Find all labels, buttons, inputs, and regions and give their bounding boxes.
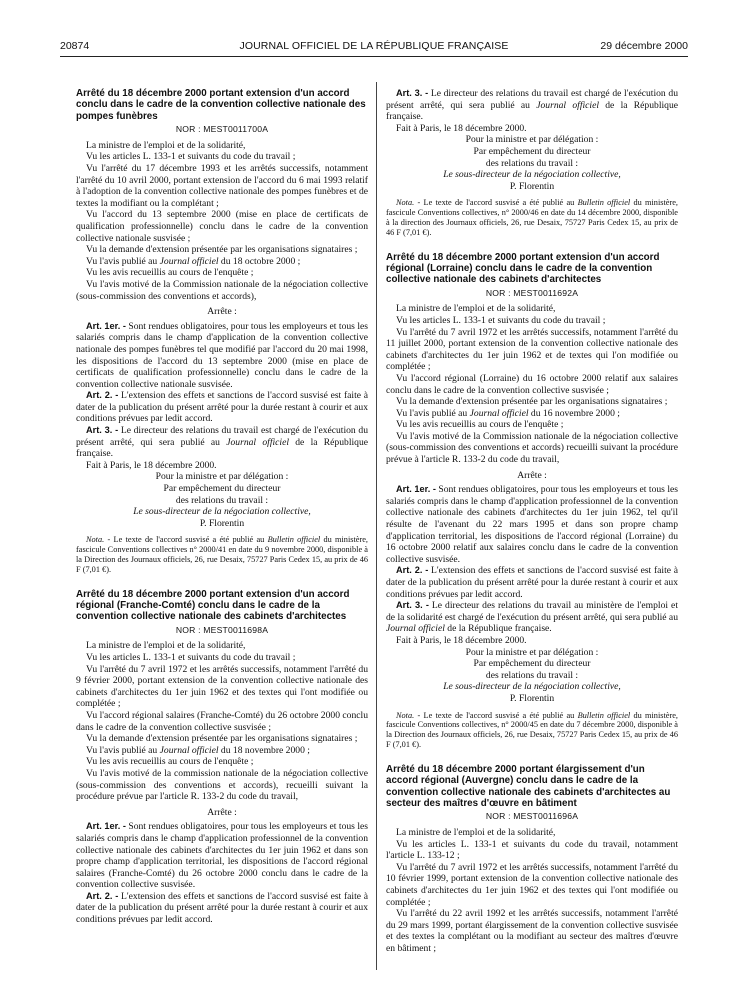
paragraph: Vu l'arrêté du 7 avril 1972 et les arrêtés successifs, notamment l'arrêté du 10 février 1999, portant extension de la convention collective nationale des cabinets d'architectes du 1er juin 1962 et des textes qui l'ont modifiée ou complétée ; [386,861,678,908]
article-1: Art. 1er. - Sont rendues obligatoires, pour tous les employeurs et tous les salariés compris dans le champ d'application de la convention collective nationale des pompes funèbres tel que modifié par l'accord du 20 mai 1998, les dispositions de l'accord du 13 septembre 2000 (mise en place de certificats de qualification professionnelle) conclu dans le cadre de la convention collective nationale susvisée. [76,320,369,390]
nor-reference: NOR : MEST0011698A [175,624,269,635]
article-2: Art. 2. - L'extension des effets et sanctions de l'accord susvisé est faite à dater de la publication du présent arrêté pour la durée restant à courir et aux conditions prévues par ledit accord. [76,890,368,926]
signatory-name: P. Florentin [509,180,555,192]
paragraph: Vu les avis recueillis au cours de l'enquête ; [396,419,564,431]
nor-reference: NOR : MEST0011692A [485,287,579,298]
signature-line: des relations du travail : [485,157,579,169]
article-1: Art. 1er. - Sont rendues obligatoires, pour tous les employeurs et tous les salariés compris dans le champ d'application professionnel de la convention collective nationale des cabinets d'architectes du 1er juin 1962, tel qu'il résulte de l'avenant du 22 mars 1995 et dans son propre champ d'application territorial, les dispositions de l'accord régional (Lorraine) du 16 octobre 2000 relatif aux salaires conclu dans le cadre de la convention collective susvisée. [386,484,679,565]
paragraph: Vu l'avis publié au Journal officiel du 18 novembre 2000 ; [86,744,310,756]
decree-pompes-funebres [76,88,368,575]
paragraph: Vu les articles L. 133-1 et suivants du code du travail, notamment l'article L. 133-12 ; [386,838,678,862]
decree-franche-comte-continued [386,88,678,238]
signature-line: Pour la ministre et par délégation : [465,134,599,146]
nota: Nota. - Le texte de l'accord susvisé a été publié au Bulletin officiel du ministère, fascicule Conventions collectives n° 2000/41 en date du 9 novembre 2000, disponible à la Direction des Journaux officiels, 26, rue Desaix, 75727 Paris Cedex 15, au prix de 46 F (7,01 €). [76,535,368,574]
nor-reference: NOR : MEST0011696A [485,811,579,822]
paragraph: Vu la demande d'extension présentée par les organisations signataires ; [86,733,358,745]
signatory-role: Le sous-directeur de la négociation collective, [443,169,621,181]
paragraph: La ministre de l'emploi et de la solidarité, [396,303,556,315]
column-divider [376,82,377,970]
paragraph: La ministre de l'emploi et de la solidarité, [86,640,246,652]
paragraph: Vu les articles L. 133-1 et suivants du code du travail ; [396,314,606,326]
signatory-name: P. Florentin [199,517,245,529]
left-column [76,88,368,926]
paragraph: Vu l'accord régional salaires (Franche-Comté) du 26 octobre 2000 conclu dans le cadre de la convention collective susvisée ; [76,709,368,733]
decree-title: Arrêté du 18 décembre 2000 portant élargissement d'un accord régional (Auvergne) conclu dans le cadre de la convention collective nationale des cabinets d'architectes au secteur des maîtres d'œuvre en bâtiment [386,763,671,809]
right-column [386,88,678,954]
decree-lorraine [386,252,678,750]
fait-a-paris: Fait à Paris, le 18 décembre 2000. [396,634,527,646]
paragraph: Vu l'accord du 13 septembre 2000 (mise en place de certificats de qualification professionnelle) conclu dans le cadre de la convention collective nationale susvisée ; [76,209,368,244]
decree-title: Arrêté du 18 décembre 2000 portant extension d'un accord régional (Lorraine) conclu dans le cadre de la convention collective nationale des cabinets d'architectes [386,251,660,286]
arrete-heading: Arrête : [517,469,547,481]
paragraph: Vu l'arrêté du 7 avril 1972 et les arrêtés successifs, notamment l'arrêté du 11 juillet 2000, portant extension de la convention collective nationale des cabinets d'architectes du 1er juin 1962 et de textes qui l'on modifiée ou complétée ; [386,326,678,373]
article-2: Art. 2. - L'extension des effets et sanctions de l'accord susvisé est faite à dater de la publication du présent arrêté pour la durée restant à courir et aux conditions prévues par ledit accord. [76,390,368,425]
paragraph: Vu l'avis publié au Journal officiel du 18 octobre 2000 ; [86,255,301,267]
paragraph: Vu l'arrêté du 17 décembre 1993 et les arrêtés successifs, notamment l'arrêté du 10 avril 2000, portant extension de l'accord du 6 mai 1993 relatif à l'adoption de la convention collective nationale des pompes funèbres et de textes la modifiant ou la complétant ; [76,163,368,209]
signature-line: Par empêchement du directeur [473,658,591,670]
paragraph: Vu l'arrêté du 22 avril 1992 et les arrêtés successifs, notamment l'arrêté du 29 mars 1999, portant élargissement de la convention collective susvisée et des textes la complétant ou la modifiant au secteur des maîtres d'œuvre en bâtiment ; [386,908,678,954]
nota: Nota. - Le texte de l'accord susvisé a été publié au Bulletin officiel du ministère, fascicule Conventions collectives, n° 2000/46 en date du 14 décembre 2000, disponible à la direction des Journaux officiels, 26, rue Desaix, 75727 Paris Cedex 15, au prix de 46 F (7,01 €). [386,198,678,237]
journal-title: JOURNAL OFFICIEL DE LA RÉPUBLIQUE FRANÇAISE [239,40,509,52]
article-2: Art. 2. - L'extension des effets et sanctions de l'accord susvisé est faite à dater de la publication du présent arrêté pour la durée restant à courir et aux conditions prévues par ledit accord. [386,565,678,600]
page-header [60,40,688,54]
issue-date: 29 décembre 2000 [600,40,688,52]
paragraph: Vu l'avis motivé de la commission nationale de la négociation collective (sous-commission des conventions et accords), recueilli suivant la procédure prévue par l'article R. 133-2 du code du travail, [76,767,368,803]
article-1: Art. 1er. - Sont rendues obligatoires, pour tous les employeurs et tous les salariés compris dans le champ d'application professionnel de la convention collective nationale des cabinets d'architectes du 1er juin 1962 et dans son propre champ d'application territorial, les dispositions de l'accord régional salaires (Franche-Comté) du 26 octobre 2000 conclu dans le cadre de la convention collective susvisée. [76,821,369,891]
paragraph: Vu la demande d'extension présentée par les organisations signataires ; [396,396,668,408]
paragraph: Vu l'accord régional (Lorraine) du 16 octobre 2000 relatif aux salaires conclu dans le cadre de la convention collective susvisée ; [386,372,678,396]
article-3: Art. 3. - Le directeur des relations du travail au ministère de l'emploi et de la solidarité est chargé de l'exécution du présent arrêté, qui sera publié au Journal officiel de la République française. [386,600,678,635]
page-number: 20874 [60,40,90,52]
nor-reference: NOR : MEST0011700A [175,124,269,135]
paragraph: Vu l'avis publié au Journal officiel du 16 novembre 2000 ; [396,407,620,419]
signature-line: des relations du travail : [485,669,579,681]
signature-line: Pour la ministre et par délégation : [155,471,289,483]
paragraph: Vu les articles L. 133-1 et suivants du code du travail ; [86,652,296,663]
decree-franche-comte [76,589,368,926]
paragraph: Vu les avis recueillis au cours de l'enquête ; [86,267,254,279]
paragraph: Vu l'avis motivé de la Commission nationale de la négociation collective (sous-commission des conventions et accords) recueilli suivant la procédure prévue à l'article R. 133-2 du code du travail, [386,430,678,466]
paragraph: Vu l'avis motivé de la Commission nationale de la négociation collective (sous-commission des conventions et accords), [76,278,368,302]
paragraph: Vu les avis recueillis au cours de l'enquête ; [86,756,254,768]
fait-a-paris: Fait à Paris, le 18 décembre 2000. [86,459,217,471]
arrete-heading: Arrête : [207,306,237,318]
fait-a-paris: Fait à Paris, le 18 décembre 2000. [396,122,527,134]
decree-title: Arrêté du 18 décembre 2000 portant extension d'un accord régional (Franche-Comté) conclu dans le cadre de la convention collective nationale des cabinets d'architectes [76,588,350,623]
article-3: Art. 3. - Le directeur des relations du travail est chargé de l'exécution du présent arrêté, qui sera publié au Journal officiel de la République française. [386,88,678,123]
header-rule [60,56,688,57]
article-3: Art. 3. - Le directeur des relations du travail est chargé de l'exécution du présent arrêté, qui sera publié au Journal officiel de la République française. [76,425,368,460]
signature-line: des relations du travail : [175,494,269,506]
paragraph: Vu l'arrêté du 7 avril 1972 et les arrêtés successifs, notamment l'arrêté du 9 février 2000, portant extension de la convention collective nationale des cabinets d'architectes du 1er juin 1962 et des textes qui l'ont modifiée ou complétée ; [76,663,368,710]
paragraph: Vu les articles L. 133-1 et suivants du code du travail ; [86,151,296,163]
signatory-name: P. Florentin [509,692,555,704]
decree-title: Arrêté du 18 décembre 2000 portant extension d'un accord conclu dans le cadre de la convention collective nationale des pompes funèbres [76,88,366,122]
signatory-role: Le sous-directeur de la négociation collective, [443,681,621,693]
signatory-role: Le sous-directeur de la négociation collective, [133,506,311,518]
nota: Nota. - Le texte de l'accord susvisé a été publié au Bulletin officiel du ministère, fascicule Conventions collectives, n° 2000/45 en date du 7 décembre 2000, disponible à la Direction des Journaux officiels, 26, rue Desaix, 75727 Paris Cedex 15, au prix de 46 F (7,01 €). [386,710,678,749]
arrete-heading: Arrête : [207,806,237,818]
decree-auvergne [386,764,678,955]
signature-line: Par empêchement du directeur [473,145,591,157]
paragraph: La ministre de l'emploi et de la solidarité, [86,139,246,151]
paragraph: Vu la demande d'extension présentée par les organisations signataires ; [86,244,358,256]
paragraph: La ministre de l'emploi et de la solidarité, [396,826,556,838]
signature-line: Par empêchement du directeur [163,483,281,495]
signature-line: Pour la ministre et par délégation : [465,646,599,658]
